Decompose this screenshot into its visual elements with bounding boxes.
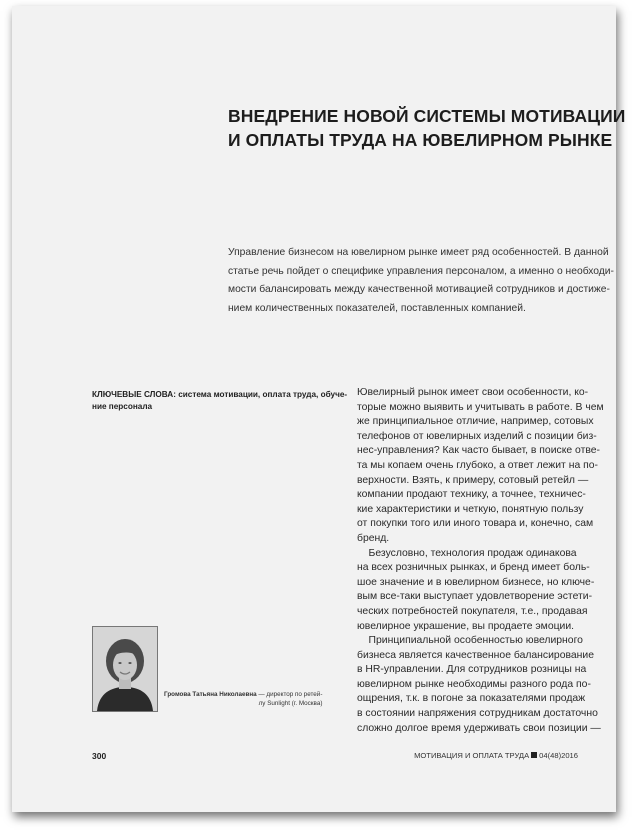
title-line: И ОПЛАТЫ ТРУДА НА ЮВЕЛИРНОМ РЫНКЕ — [228, 130, 613, 150]
issue-number: 04(48)2016 — [539, 751, 578, 760]
lead-line: статье речь пойдет о специфике управления персоналом, а именно о необходи- — [228, 265, 614, 277]
article-lead — [228, 244, 614, 318]
caption-line-1 — [164, 690, 322, 699]
author-photo — [92, 626, 158, 712]
body-line: же принципиальное отличие, например, сотовых — [357, 416, 594, 428]
body-line: верхности. Взять, к примеру, сотовый ретейл — — [357, 474, 589, 486]
author-caption — [164, 690, 322, 708]
lead-line: нием количественных показателей, поставленных компанией. — [228, 302, 526, 314]
body-line: шое значение и в ювелирном бизнесе, но ключе- — [357, 576, 595, 588]
body-line: Ювелирный рынок имеет свои особенности, ко- — [357, 387, 589, 398]
body-line: от покупки того или иного товара и, конечно, сам — [357, 518, 594, 530]
body-line: кие характеристики и четкую, понятную пользу — [357, 503, 584, 515]
author-portrait-image — [93, 627, 157, 711]
body-line: компании продают технику, а точнее, техничес- — [357, 489, 586, 501]
keywords — [92, 389, 348, 412]
body-line: нес-управления? Как часто бывает, в поиске отве- — [357, 445, 600, 457]
keywords-line: ние персонала — [92, 401, 153, 411]
running-footer — [414, 751, 578, 760]
body-line: ювелирное украшение, вы продаете эмоции. — [357, 620, 575, 632]
body-line: в HR-управлении. Для сотрудников розницы на — [357, 664, 587, 676]
page-number: 300 — [92, 751, 107, 761]
body-line: торые можно выявить и учитывать в работе. В чем — [357, 401, 604, 413]
body-line: в состоянии напряжения сотрудникам достаточно — [357, 708, 598, 720]
body-line: телефонов от ювелирных изделий с позиции биз- — [357, 430, 597, 442]
body-line: ощрения, т.к. в погоне за показателями продаж — [357, 693, 586, 705]
body-line: вым все-таки выступает удовлетворение эстети- — [357, 591, 593, 603]
body-line: бизнеса является качественное балансирование — [357, 649, 594, 661]
square-separator-icon — [531, 752, 537, 758]
keywords-line: КЛЮЧЕВЫЕ СЛОВА: система мотивации, оплата труда, обуче- — [92, 390, 348, 399]
author-role: — директор по ретей- — [256, 691, 323, 698]
body-line: Принципиальной особенностью ювелирного — [357, 635, 583, 647]
body-line: бренд. — [357, 532, 390, 544]
lead-line: Управление бизнесом на ювелирном рынке имеет ряд особенностей. В данной — [228, 247, 609, 258]
body-line: ювелирном рынке необходимы разного рода по- — [357, 678, 591, 690]
title-line: ВНЕДРЕНИЕ НОВОЙ СИСТЕМЫ МОТИВАЦИИ — [228, 106, 626, 126]
author-role-cont: лу Sunlight (г. Москва) — [258, 700, 323, 707]
body-line: та мы копаем очень глубоко, а ответ лежит на по- — [357, 459, 598, 471]
document-page — [12, 6, 626, 812]
author-name: Громова Татьяна Николаевна — [164, 691, 257, 698]
body-line: на всех розничных рынках, и бренд имеет боль- — [357, 562, 590, 574]
article-title — [228, 104, 626, 152]
journal-name: МОТИВАЦИЯ И ОПЛАТА ТРУДА — [414, 751, 530, 760]
body-line: сложно долгое время удерживать свои позиции — — [357, 722, 601, 734]
body-line: ческих потребностей покупателя, т.е., продавая — [357, 605, 588, 617]
lead-line: мости балансировать между качественной мотивацией сотрудников и достиже- — [228, 284, 610, 295]
article-body — [357, 386, 604, 736]
body-line: Безусловно, технология продаж одинакова — [357, 547, 577, 559]
